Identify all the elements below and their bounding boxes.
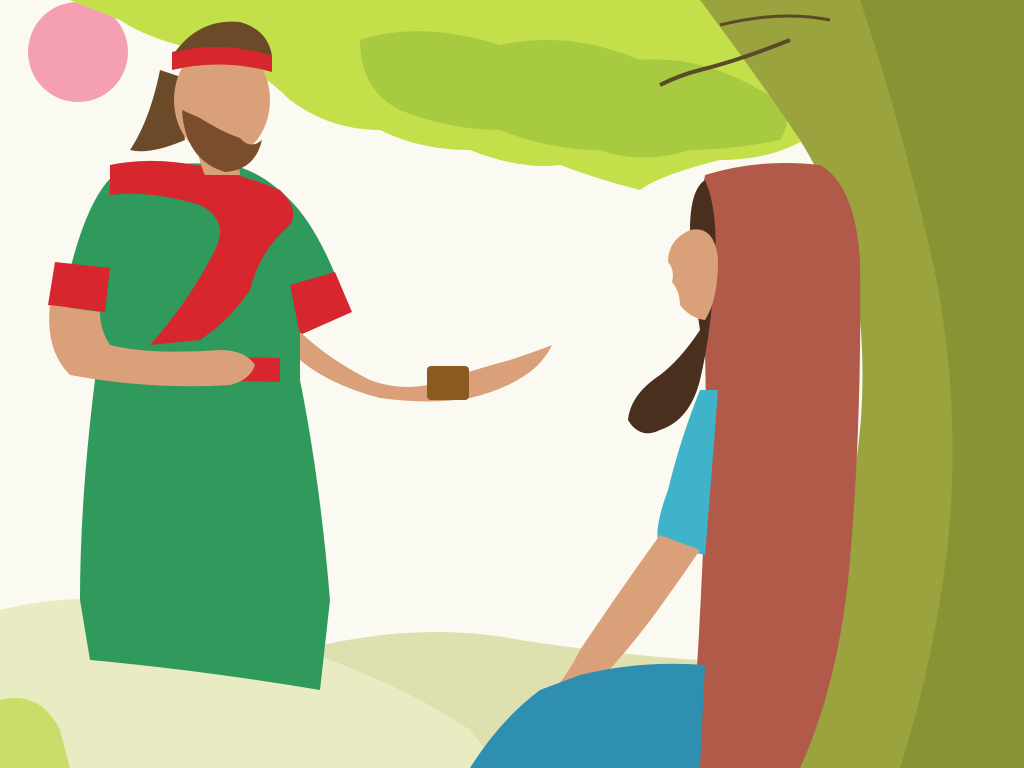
man-left-sleeve [48,262,110,312]
man-bracelet [427,366,469,400]
man-tunic [55,163,345,690]
